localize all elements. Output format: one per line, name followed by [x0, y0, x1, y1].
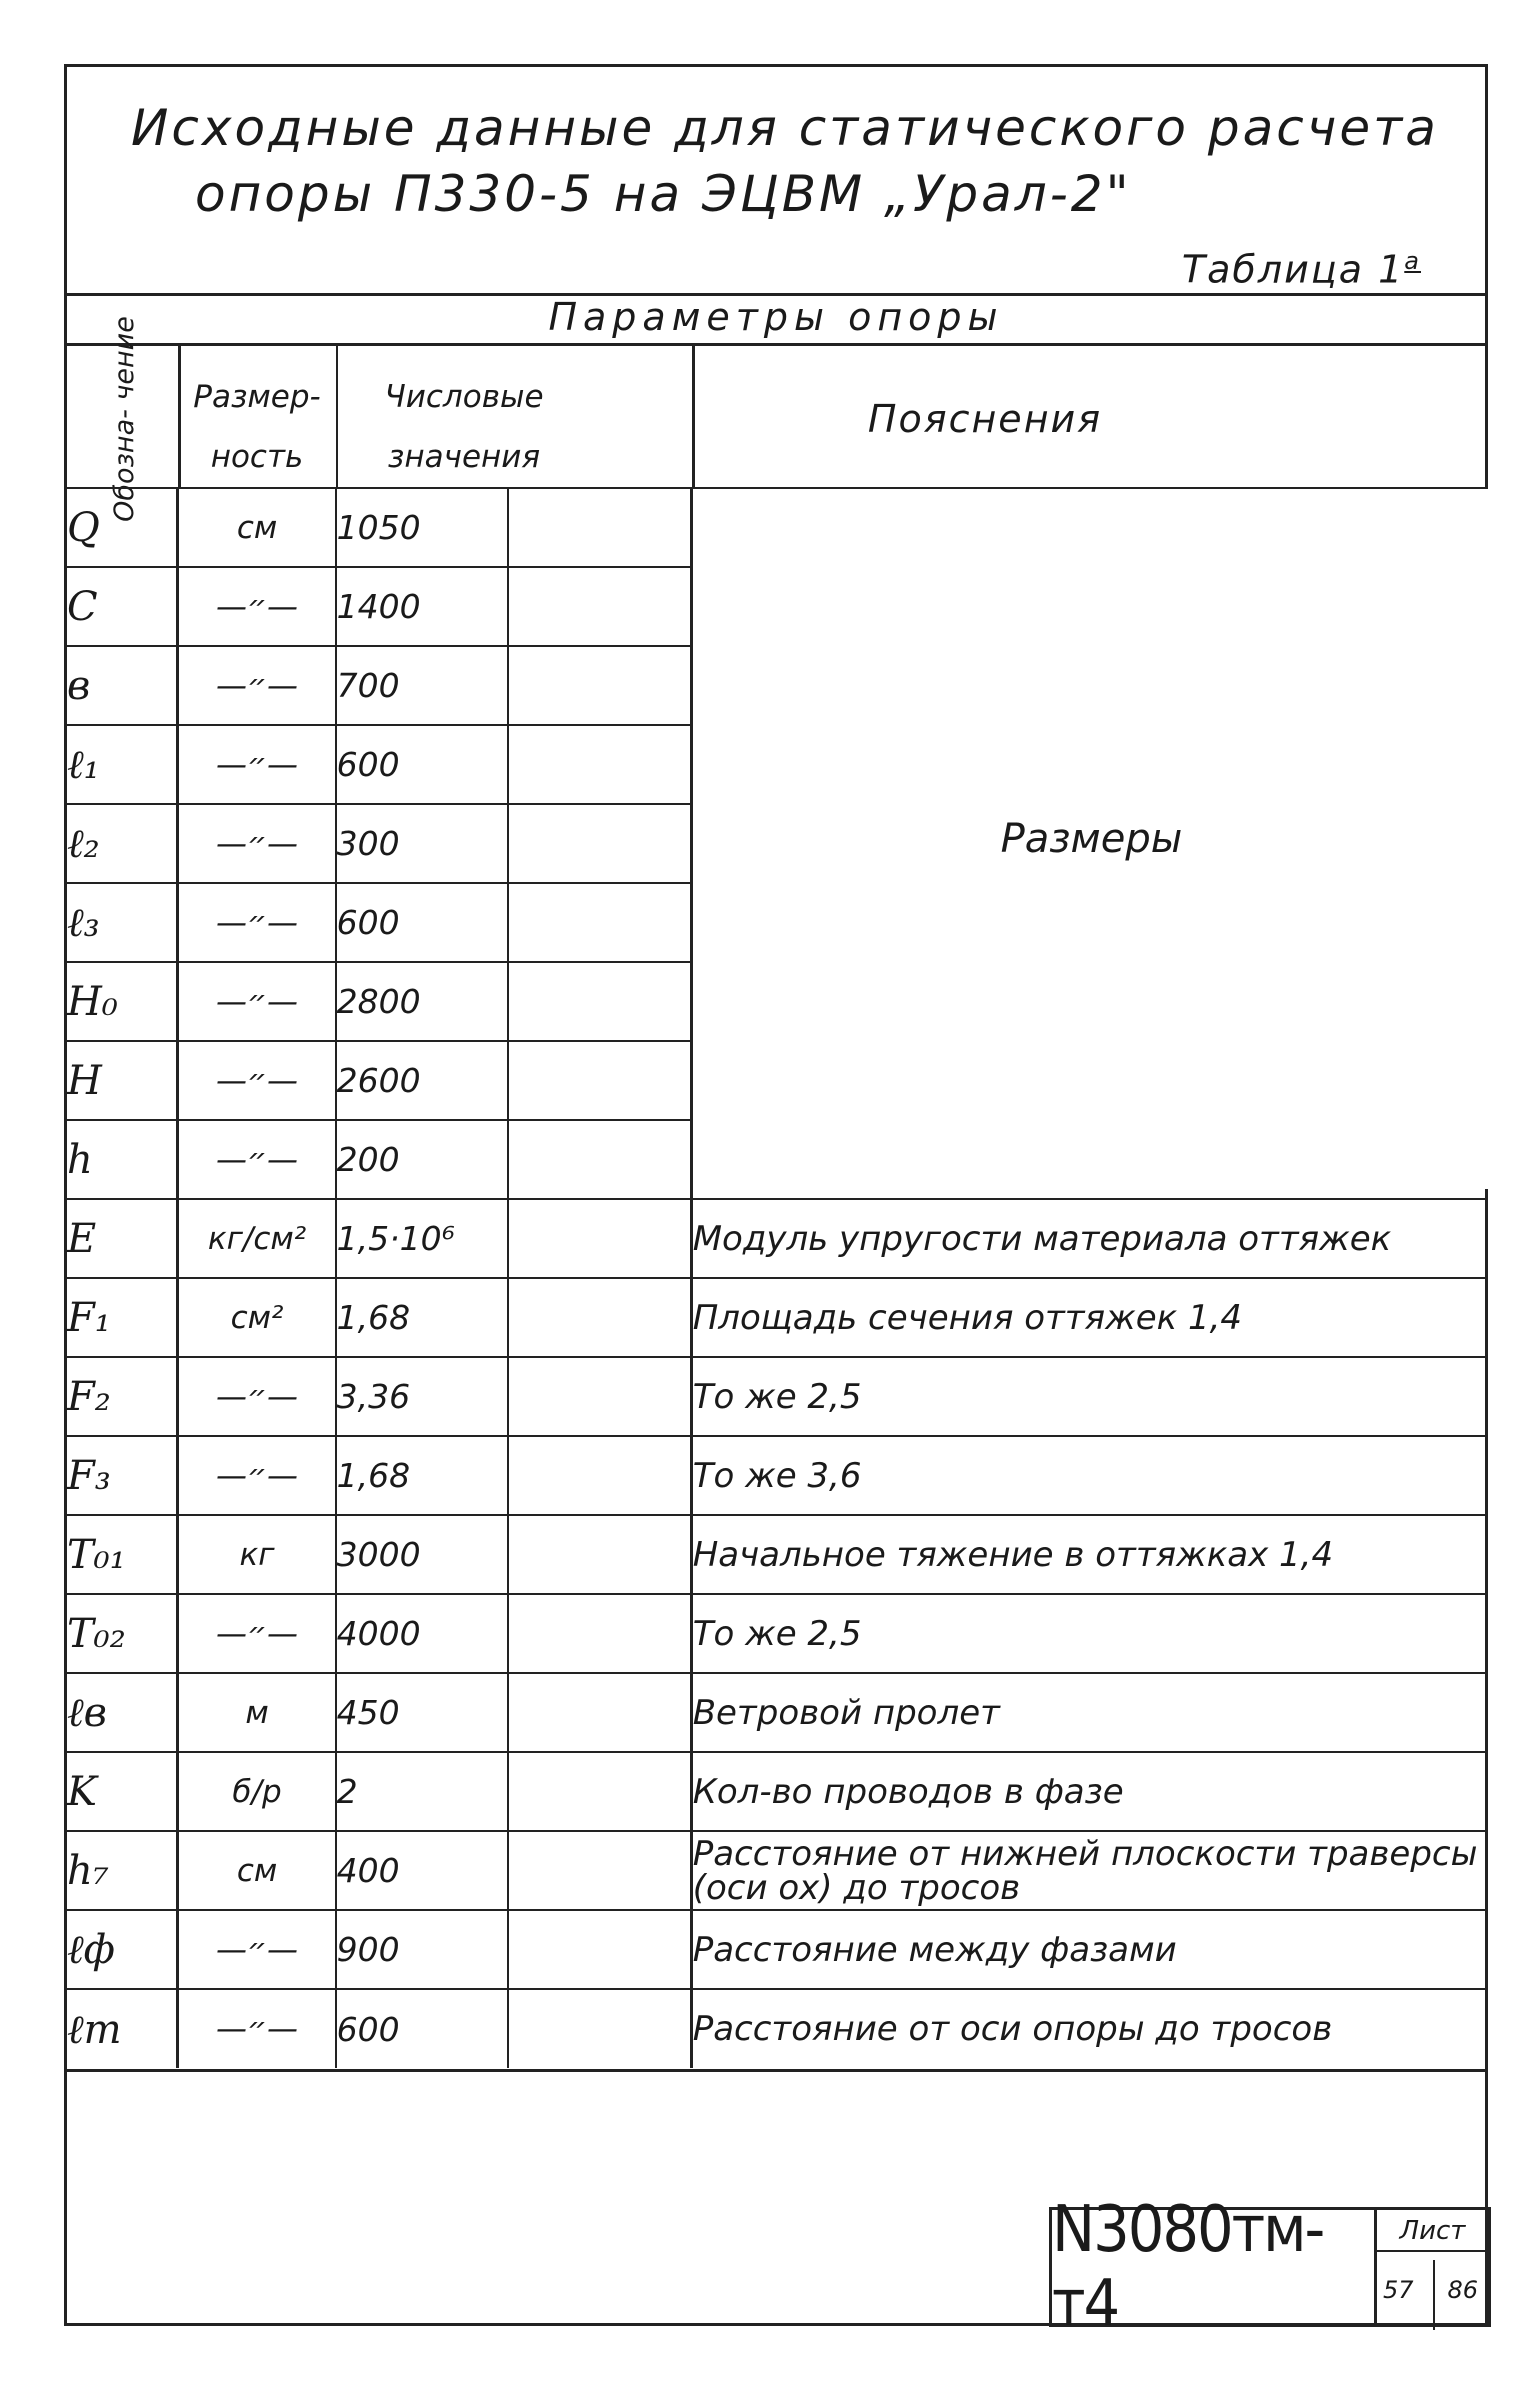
sheet-divider [1433, 2260, 1435, 2330]
cell-blank [508, 804, 692, 883]
cell-blank [508, 1436, 692, 1515]
cell-unit: см² [178, 1278, 336, 1357]
header-symbol: Обозна- чение [109, 316, 140, 522]
cell-value: 700 [336, 646, 508, 725]
cell-symbol: T₀₂ [67, 1594, 178, 1673]
cell-explanation: То же 2,5 [691, 1594, 1485, 1673]
cell-explanation: Расстояние между фазами [691, 1910, 1485, 1989]
cell-symbol: K [67, 1752, 178, 1831]
table-row [67, 1278, 1485, 1357]
cell-explanation: То же 2,5 [691, 1357, 1485, 1436]
table-bottom-line [67, 2069, 1485, 2072]
table-row [67, 1357, 1485, 1436]
cell-unit: —״— [178, 1910, 336, 1989]
cell-symbol: в [67, 646, 178, 725]
table-row [67, 1515, 1485, 1594]
header-vline-2 [336, 345, 338, 489]
document-title [131, 95, 1461, 227]
cell-value: 1,5·10⁶ [336, 1199, 508, 1278]
cell-unit: —״— [178, 567, 336, 646]
cell-unit: —״— [178, 1989, 336, 2068]
header-explanation: Пояснения [867, 397, 1103, 441]
cell-unit: —״— [178, 883, 336, 962]
table-number [1182, 247, 1421, 292]
table-row [67, 1910, 1485, 1989]
cell-unit: б/р [178, 1752, 336, 1831]
cell-symbol: ℓт [67, 1989, 178, 2068]
cell-unit: см [178, 1831, 336, 1910]
cell-value: 1400 [336, 567, 508, 646]
cell-blank [508, 1120, 692, 1199]
cell-symbol: T₀₁ [67, 1515, 178, 1594]
cell-unit: —״— [178, 1594, 336, 1673]
cell-blank [508, 1910, 692, 1989]
cell-symbol: ℓ₁ [67, 725, 178, 804]
cell-blank [508, 1673, 692, 1752]
title-line-2: опоры П330-5 на ЭЦВМ „Урал-2" [195, 165, 1132, 223]
table-row [67, 1436, 1485, 1515]
cell-blank [508, 1515, 692, 1594]
sheet-label: Лист [1377, 2216, 1488, 2252]
cell-blank [508, 567, 692, 646]
cell-value: 300 [336, 804, 508, 883]
cell-value: 400 [336, 1831, 508, 1910]
table-row [67, 1199, 1485, 1278]
cell-symbol: h₇ [67, 1831, 178, 1910]
cell-blank [508, 1357, 692, 1436]
cell-blank [508, 962, 692, 1041]
cell-unit: —״— [178, 725, 336, 804]
cell-value: 600 [336, 725, 508, 804]
cell-blank [508, 883, 692, 962]
table-row [67, 1989, 1485, 2068]
cell-blank [508, 1199, 692, 1278]
cell-symbol: E [67, 1199, 178, 1278]
cell-unit: кг/см² [178, 1199, 336, 1278]
cell-value: 600 [336, 883, 508, 962]
cell-unit: м [178, 1673, 336, 1752]
cell-symbol: F₁ [67, 1278, 178, 1357]
cell-value: 600 [336, 1989, 508, 2068]
cell-symbol: H [67, 1041, 178, 1120]
cell-value: 450 [336, 1673, 508, 1752]
cell-symbol: ℓ₂ [67, 804, 178, 883]
cell-symbol: ℓв [67, 1673, 178, 1752]
header-value: Числовые значения [384, 379, 544, 475]
cell-value: 900 [336, 1910, 508, 1989]
cell-blank [508, 1594, 692, 1673]
merged-explanation-sizes [695, 489, 1488, 1189]
cell-blank [508, 1041, 692, 1120]
document-code: N3080тм-т4 [1049, 2207, 1377, 2327]
cell-unit: см [178, 488, 336, 567]
sheet-number: 57 [1383, 2276, 1414, 2304]
cell-unit: кг [178, 1515, 336, 1594]
cell-unit: —״— [178, 646, 336, 725]
table-row [67, 1673, 1485, 1752]
cell-symbol: F₃ [67, 1436, 178, 1515]
cell-symbol: h [67, 1120, 178, 1199]
cell-unit: —״— [178, 962, 336, 1041]
cell-symbol: ℓф [67, 1910, 178, 1989]
cell-value: 1050 [336, 488, 508, 567]
cell-symbol: ℓ₃ [67, 883, 178, 962]
cell-symbol: H₀ [67, 962, 178, 1041]
cell-value: 3,36 [336, 1357, 508, 1436]
cell-value: 2600 [336, 1041, 508, 1120]
merged-explanation-text: Размеры [1000, 816, 1183, 862]
cell-blank [508, 646, 692, 725]
cell-value: 2800 [336, 962, 508, 1041]
cell-explanation: Ветровой пролет [691, 1673, 1485, 1752]
cell-symbol: Q [67, 488, 178, 567]
table-row [67, 1594, 1485, 1673]
cell-value: 200 [336, 1120, 508, 1199]
section-title: Параметры опоры [548, 295, 1004, 339]
cell-explanation: Кол-во проводов в фазе [691, 1752, 1485, 1831]
cell-value: 2 [336, 1752, 508, 1831]
cell-unit: —״— [178, 1357, 336, 1436]
title-line-1: Исходные данные для статического расчета [131, 99, 1439, 157]
cell-value: 4000 [336, 1594, 508, 1673]
cell-blank [508, 1831, 692, 1910]
divider-under-section [67, 343, 1485, 346]
header-unit: Размер- ность [193, 379, 321, 475]
cell-value: 3000 [336, 1515, 508, 1594]
table-row [67, 1831, 1485, 1910]
cell-explanation: То же 3,6 [691, 1436, 1485, 1515]
cell-symbol: C [67, 567, 178, 646]
cell-unit: —״— [178, 804, 336, 883]
cell-unit: —״— [178, 1436, 336, 1515]
table-label: Таблица [1181, 247, 1364, 292]
cell-blank [508, 1989, 692, 2068]
cell-symbol: F₂ [67, 1357, 178, 1436]
title-block-stamp [1049, 2193, 1491, 2341]
cell-blank [508, 488, 692, 567]
table-row [67, 1752, 1485, 1831]
cell-explanation: Начальное тяжение в оттяжках 1,4 [691, 1515, 1485, 1594]
document-sheet [64, 64, 1488, 2341]
table-num: 1 [1378, 247, 1405, 292]
sheet-box [1377, 2207, 1491, 2327]
cell-explanation: Модуль упругости материала оттяжек [691, 1199, 1485, 1278]
cell-value: 1,68 [336, 1278, 508, 1357]
table-suffix: a [1404, 247, 1421, 275]
cell-blank [508, 725, 692, 804]
cell-blank [508, 1752, 692, 1831]
cell-value: 1,68 [336, 1436, 508, 1515]
cell-explanation: Расстояние от нижней плоскости траверсы (оси ох) до тросов [691, 1831, 1485, 1910]
cell-explanation: Площадь сечения оттяжек 1,4 [691, 1278, 1485, 1357]
cell-blank [508, 1278, 692, 1357]
cell-unit: —״— [178, 1041, 336, 1120]
total-sheets: 86 [1447, 2276, 1478, 2304]
cell-explanation: Расстояние от оси опоры до тросов [691, 1989, 1485, 2068]
cell-unit: —״— [178, 1120, 336, 1199]
